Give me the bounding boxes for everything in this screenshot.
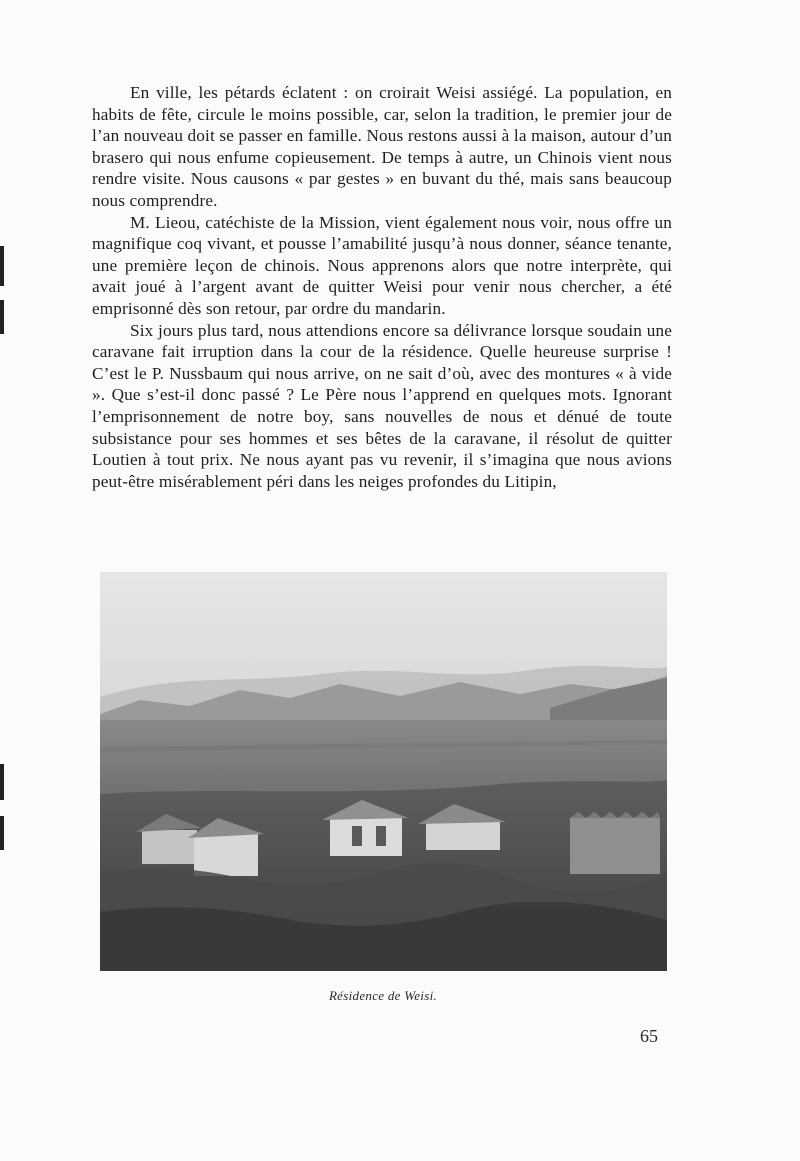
photograph-residence <box>100 572 667 971</box>
scan-edge-mark <box>0 246 4 286</box>
paragraph: Six jours plus tard, nous attendions encore sa délivrance lorsque soudain une caravane fait irruption dans la cour de la résidence. Quelle heureuse surprise ! C’est le P. Nussbaum qui nous arrive, on ne sait d’où, avec des montures « à vide ». Que s’est-il donc passé ? Le Père nous l’apprend en quelques mots. Ignorant l’emprisonnement de notre boy, sans nouvelles de nous et dénué de toute subsistance pour ses hommes et ses bêtes de la caravane, il résolut de quitter Loutien à tout prix. Ne nous ayant pas vu revenir, il s’imagina que nous avions peut-être misérablement péri dans les neiges profondes du Litipin, <box>92 320 672 491</box>
scan-edge-mark <box>0 300 4 334</box>
scan-edge-mark <box>0 764 4 800</box>
page-number: 65 <box>640 1026 658 1046</box>
paragraph: En ville, les pétards éclatent : on croirait Weisi assiégé. La population, en habits de fête, circule le moins possible, car, selon la tradition, le premier jour de l’an nouveau doit se passer en famille. Nous restons aussi à la maison, autour d’un brasero qui nous enfume copieusement. De temps à autre, un Chinois vient nous rendre visite. Nous causons « par gestes » en buvant du thé, mais sans beaucoup nous comprendre. <box>92 83 672 210</box>
body-text <box>92 82 672 492</box>
figure-caption: Résidence de Weisi. <box>328 988 438 1003</box>
scan-edge-mark <box>0 816 4 850</box>
paragraph: M. Lieou, catéchiste de la Mission, vient également nous voir, nous offre un magnifique coq vivant, et pousse l’amabilité jusqu’à nous donner, séance tenante, une première leçon de chinois. Nous apprenons alors que notre interprète, qui avait joué à l’argent avant de quitter Weisi pour venir nous chercher, a été emprisonné dès son retour, par ordre du mandarin. <box>92 212 672 318</box>
